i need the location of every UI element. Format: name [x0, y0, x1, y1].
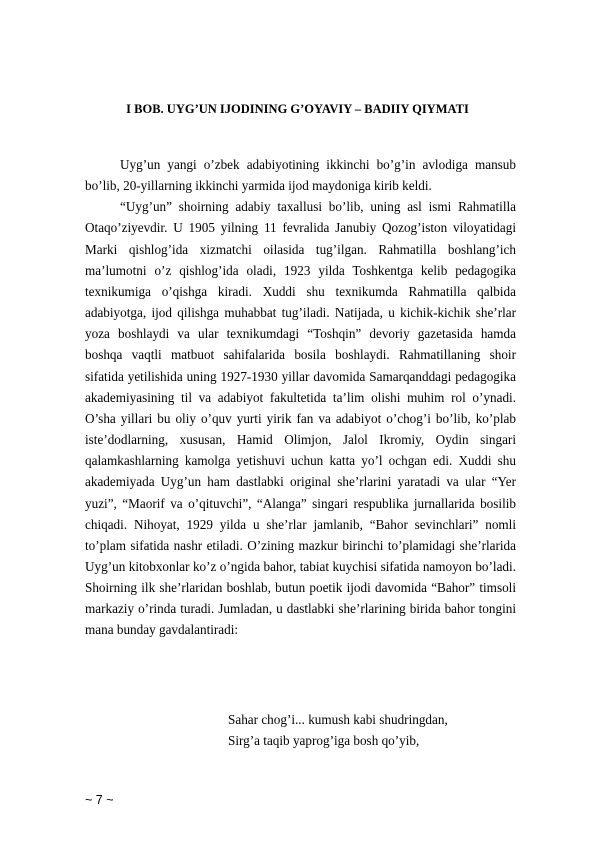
paragraph-biography: “Uyg’un” shoirning adabiy taxallusi bo’lib, uning asl ismi Rahmatilla Otaqo’ziyevdir. U 1905 yilning 11 fevralida Janubiy Qozog’iston viloyatidagi Marki qishlog’ida xizmatchi oilasida tug’ilgan. Rahmatilla boshlang’ich ma’lumotni o’z qishlog’ida oladi, 1923 yilda Toshkentga kelib pedagogika texnikumiga o’qishga kiradi. Xuddi shu texnikumda Rahmatilla qalbida adabiyotga, ijod qilishga muhabbat tug’iladi. Natijada, u kichik-kichik she’rlar yoza boshlaydi va ular texnikumdagi “Toshqin” devoriy gazetasida hamda boshqa vaqtli matbuot sahifalarida bosila boshlaydi. Rahmatillaning shoir sifatida yetilishida uning 1927-1930 yillar davomida Samarqanddagi pedagogika akademiyasining til va adabiyot fakultetida ta’lim olishi muhim rol o’ynadi. O’sha yillari bu oliy o’quv yurti yirik fan va adabiyot o’chog’i bo’lib, ko’plab iste’dodlarning, xususan, Hamid Olimjon, Jalol Ikromiy, Oydin singari qalamkashlarning kamolga yetishuvi uchun katta yo’l ochgan edi. Xuddi shu akademiyada Uyg’un ham dastlabki original she’rlarini yaratadi va ular “Yer yuzi”, “Maorif va o’qituvchi”, “Alanga” singari respublika jurnallarida bosilib chiqadi. Nihoyat, 1929 yilda u she’rlar jamlanib, “Bahor sevinchlari” nomli to’plam sifatida nashr etiladi. O’zining mazkur birinchi to’plamidagi she’rlarida Uyg’un kitobxonlar ko’z o’ngida bahor, tabiat kuychisi sifatida namoyon bo’ladi. Shoirning ilk she’rlaridan boshlab, butun poetik ijodi davomida “Bahor” timsoli markaziy o’rinda turadi. Jumladan, u dastlabki she’rlarining birida bahor tongini mana bunday gavdalantiradi: — [85, 199, 516, 638]
body-text — [85, 154, 516, 641]
chapter-heading: I BOB. UYG’UN IJODINING G’OYAVIY – BADIIY QIYMATI — [126, 102, 469, 116]
poem-excerpt — [228, 709, 448, 751]
verse-line: Sahar chog’i... kumush kabi shudringdan, — [228, 712, 448, 727]
verse-line: Sirg’a taqib yaprog’iga bosh qo’yib, — [228, 733, 420, 749]
paragraph-intro: Uyg’un yangi o’zbek adabiyotining ikkinchi bo’g’in avlodiga mansub bo’lib, 20-yillarning ikkinchi yarmida ijod maydoniga kirib keldi. — [85, 157, 516, 194]
page-number: ~ 7 ~ — [85, 793, 114, 807]
